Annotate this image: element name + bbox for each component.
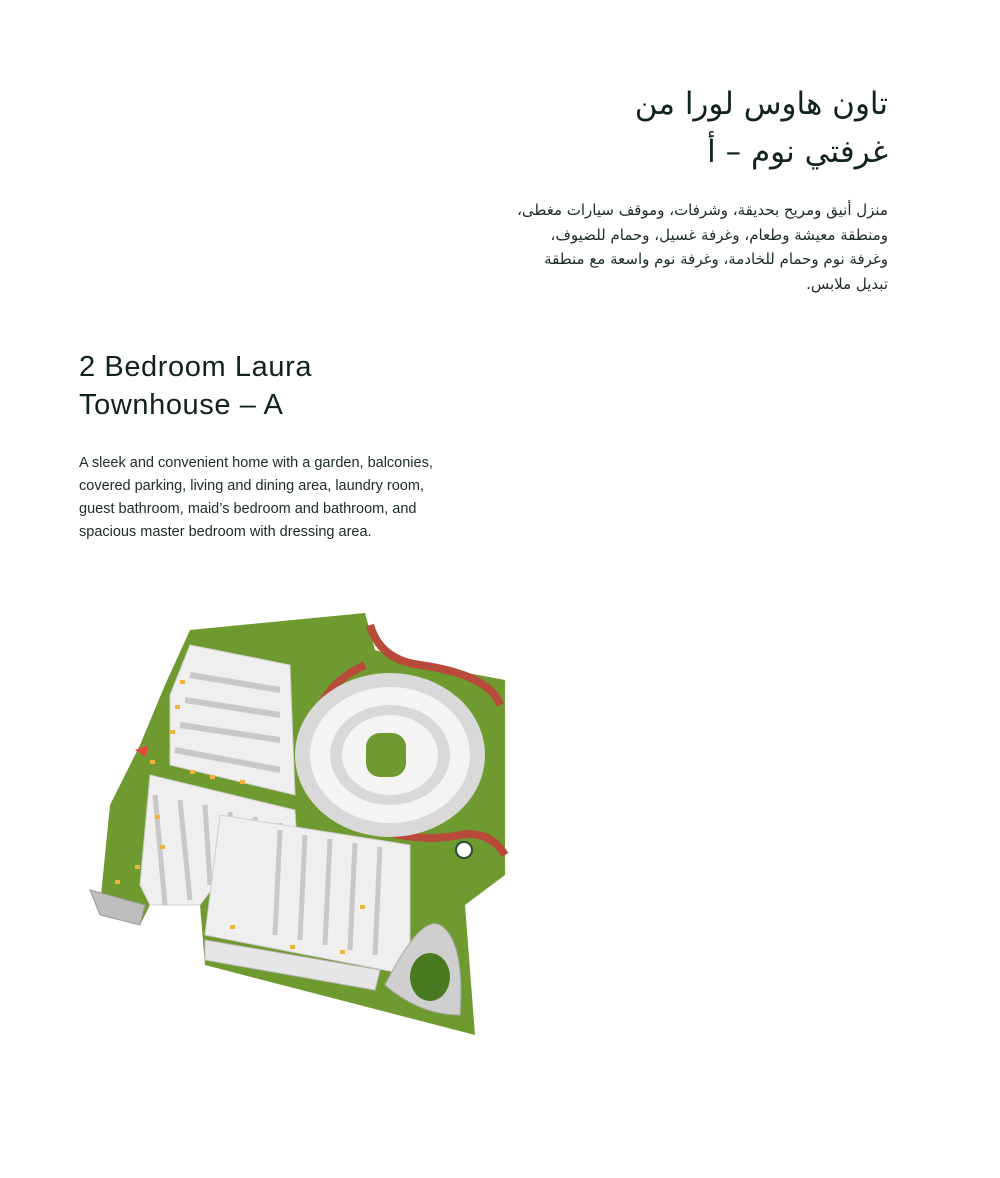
english-description: A sleek and convenient home with a garden, balconies, covered parking, living and dining area, laundry room, guest bathroom, maid’s bedroom and bathroom, and spacious master bedroom with dressing area.: [79, 455, 433, 540]
arabic-title-line-1: تاون هاوس لورا من: [634, 86, 888, 122]
english-section: [79, 348, 479, 559]
arabic-title-line-2: غرفتي نوم – أ: [707, 134, 888, 170]
english-title: [79, 348, 479, 424]
arabic-title: [508, 80, 888, 176]
masterplan-map: [80, 605, 520, 1045]
english-title-line-2: Townhouse – A: [79, 389, 284, 421]
map-landmark-icon: [456, 842, 472, 858]
english-title-line-1: 2 Bedroom Laura: [79, 351, 313, 383]
arabic-section: [508, 80, 888, 311]
map-center-green: [366, 733, 406, 777]
map-roundabout-center: [410, 953, 450, 1001]
arabic-description: منزل أنيق ومريح بحديقة، وشرفات، وموقف سيارات مغطى، ومنطقة معيشة وطعام، وغرفة غسيل، وحمام للضيوف، وغرفة نوم وحمام للخادمة، وغرفة نوم واسعة مع منطقة تبديل ملابس.: [517, 201, 888, 293]
